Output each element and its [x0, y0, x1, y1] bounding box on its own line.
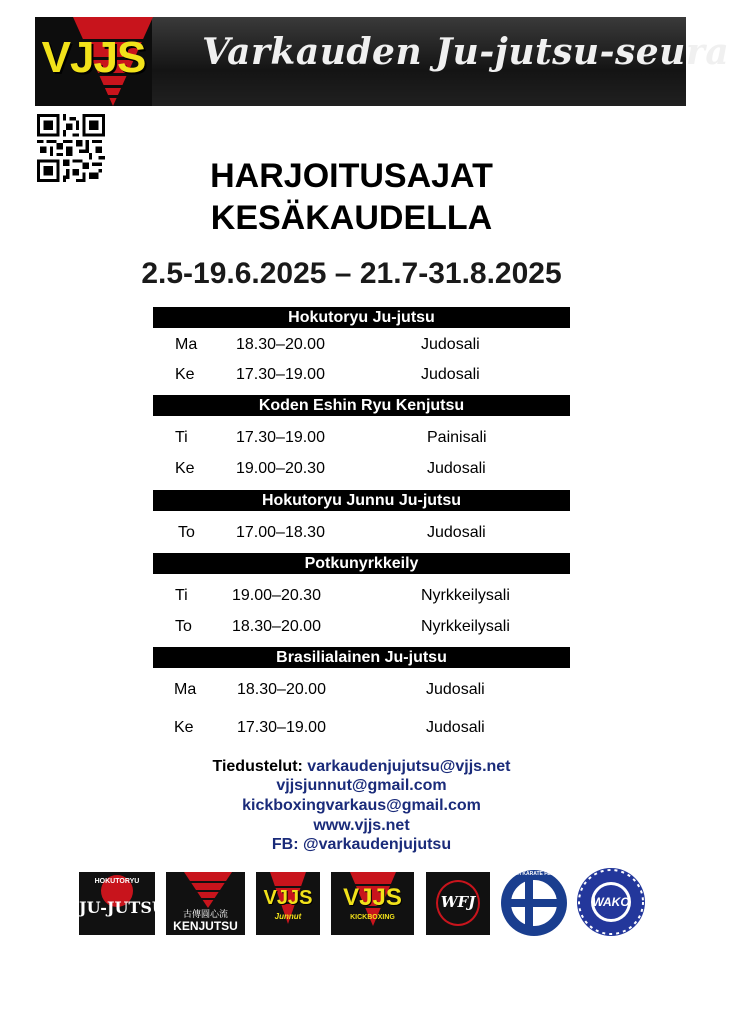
- schedule-day: Ke: [174, 719, 194, 736]
- email-link-main[interactable]: varkaudenjujutsu@vjjs.net: [307, 758, 511, 775]
- section-header-brazilian-jujutsu: Brasilialainen Ju-jutsu: [153, 647, 570, 668]
- schedule-time: 18.30–20.00: [232, 618, 321, 635]
- contact-line-5: [0, 835, 723, 855]
- schedule-day: Ma: [175, 336, 198, 353]
- schedule-place: Painisali: [427, 429, 487, 446]
- wfj-logo: WFJ: [426, 872, 490, 935]
- schedule-day: To: [175, 618, 192, 635]
- schedule-place: Judosali: [427, 524, 486, 541]
- schedule-day: Ke: [175, 460, 195, 477]
- fkf-flag-icon: [501, 870, 567, 936]
- schedule-time: 19.00–20.30: [236, 460, 325, 477]
- website-link[interactable]: www.vjjs.net: [313, 817, 410, 834]
- hokutoryu-jujutsu-logo: HOKUTORYU JU-JUTSU: [79, 872, 155, 935]
- schedule-time: 19.00–20.30: [232, 587, 321, 604]
- vjjs-logo-text: VJJS: [41, 33, 146, 82]
- schedule-time: 17.00–18.30: [236, 524, 325, 541]
- contact-line-1: [0, 757, 723, 777]
- finnish-karate-federation-logo: FINNISH KARATE FEDERATION: [501, 870, 567, 936]
- schedule-time: 17.30–19.00: [236, 429, 325, 446]
- schedule-place: Judosali: [421, 336, 480, 353]
- section-header-hokutoryu-jujutsu: Hokutoryu Ju-jutsu: [153, 307, 570, 328]
- club-name: Varkauden Ju-jutsu-seura: [202, 31, 729, 73]
- header-banner: [35, 17, 729, 106]
- vjjs-kickboxing-logo: VJJS KICKBOXING: [331, 872, 414, 935]
- schedule-day: Ma: [174, 681, 197, 698]
- season-dates: 2.5-19.6.2025 – 21.7-31.8.2025: [141, 257, 562, 290]
- schedule-place: Nyrkkeilysali: [421, 587, 510, 604]
- page-title-line-1: HARJOITUSAJAT: [210, 157, 493, 195]
- schedule-place: Judosali: [427, 460, 486, 477]
- schedule-time: 18.30–20.00: [237, 681, 326, 698]
- schedule-day: Ti: [175, 429, 188, 446]
- email-link-kickboxing[interactable]: kickboxingvarkaus@gmail.com: [242, 797, 481, 814]
- schedule-time: 17.30–19.00: [236, 366, 325, 383]
- schedule-place: Judosali: [421, 366, 480, 383]
- vjjs-junnut-logo: VJJS Junnut: [256, 872, 320, 935]
- facebook-link[interactable]: FB: @varkaudenjujutsu: [271, 836, 452, 853]
- section-header-junnu-jujutsu: Hokutoryu Junnu Ju-jutsu: [153, 490, 570, 511]
- schedule-place: Nyrkkeilysali: [421, 618, 510, 635]
- kenjutsu-logo: 古傳圓心流 KENJUTSU: [166, 872, 245, 935]
- schedule-place: Judosali: [426, 681, 485, 698]
- section-header-kenjutsu: Koden Eshin Ryu Kenjutsu: [153, 395, 570, 416]
- schedule-day: Ke: [175, 366, 195, 383]
- schedule-time: 17.30–19.00: [237, 719, 326, 736]
- section-header-potkunyrkkeily: Potkunyrkkeily: [153, 553, 570, 574]
- schedule-day: Ti: [175, 587, 188, 604]
- page-title-line-2: KESÄKAUDELLA: [210, 199, 493, 237]
- vjjs-logo: [35, 17, 152, 106]
- schedule-place: Judosali: [426, 719, 485, 736]
- contact-line-4: [0, 816, 723, 836]
- email-link-junnut[interactable]: vjjsjunnut@gmail.com: [276, 777, 447, 794]
- contact-line-3: [0, 796, 723, 816]
- contact-label: Tiedustelut:: [212, 758, 303, 775]
- schedule-time: 18.30–20.00: [236, 336, 325, 353]
- schedule-day: To: [178, 524, 195, 541]
- contact-line-2: [0, 776, 723, 796]
- wako-logo: WAKO: [577, 868, 645, 936]
